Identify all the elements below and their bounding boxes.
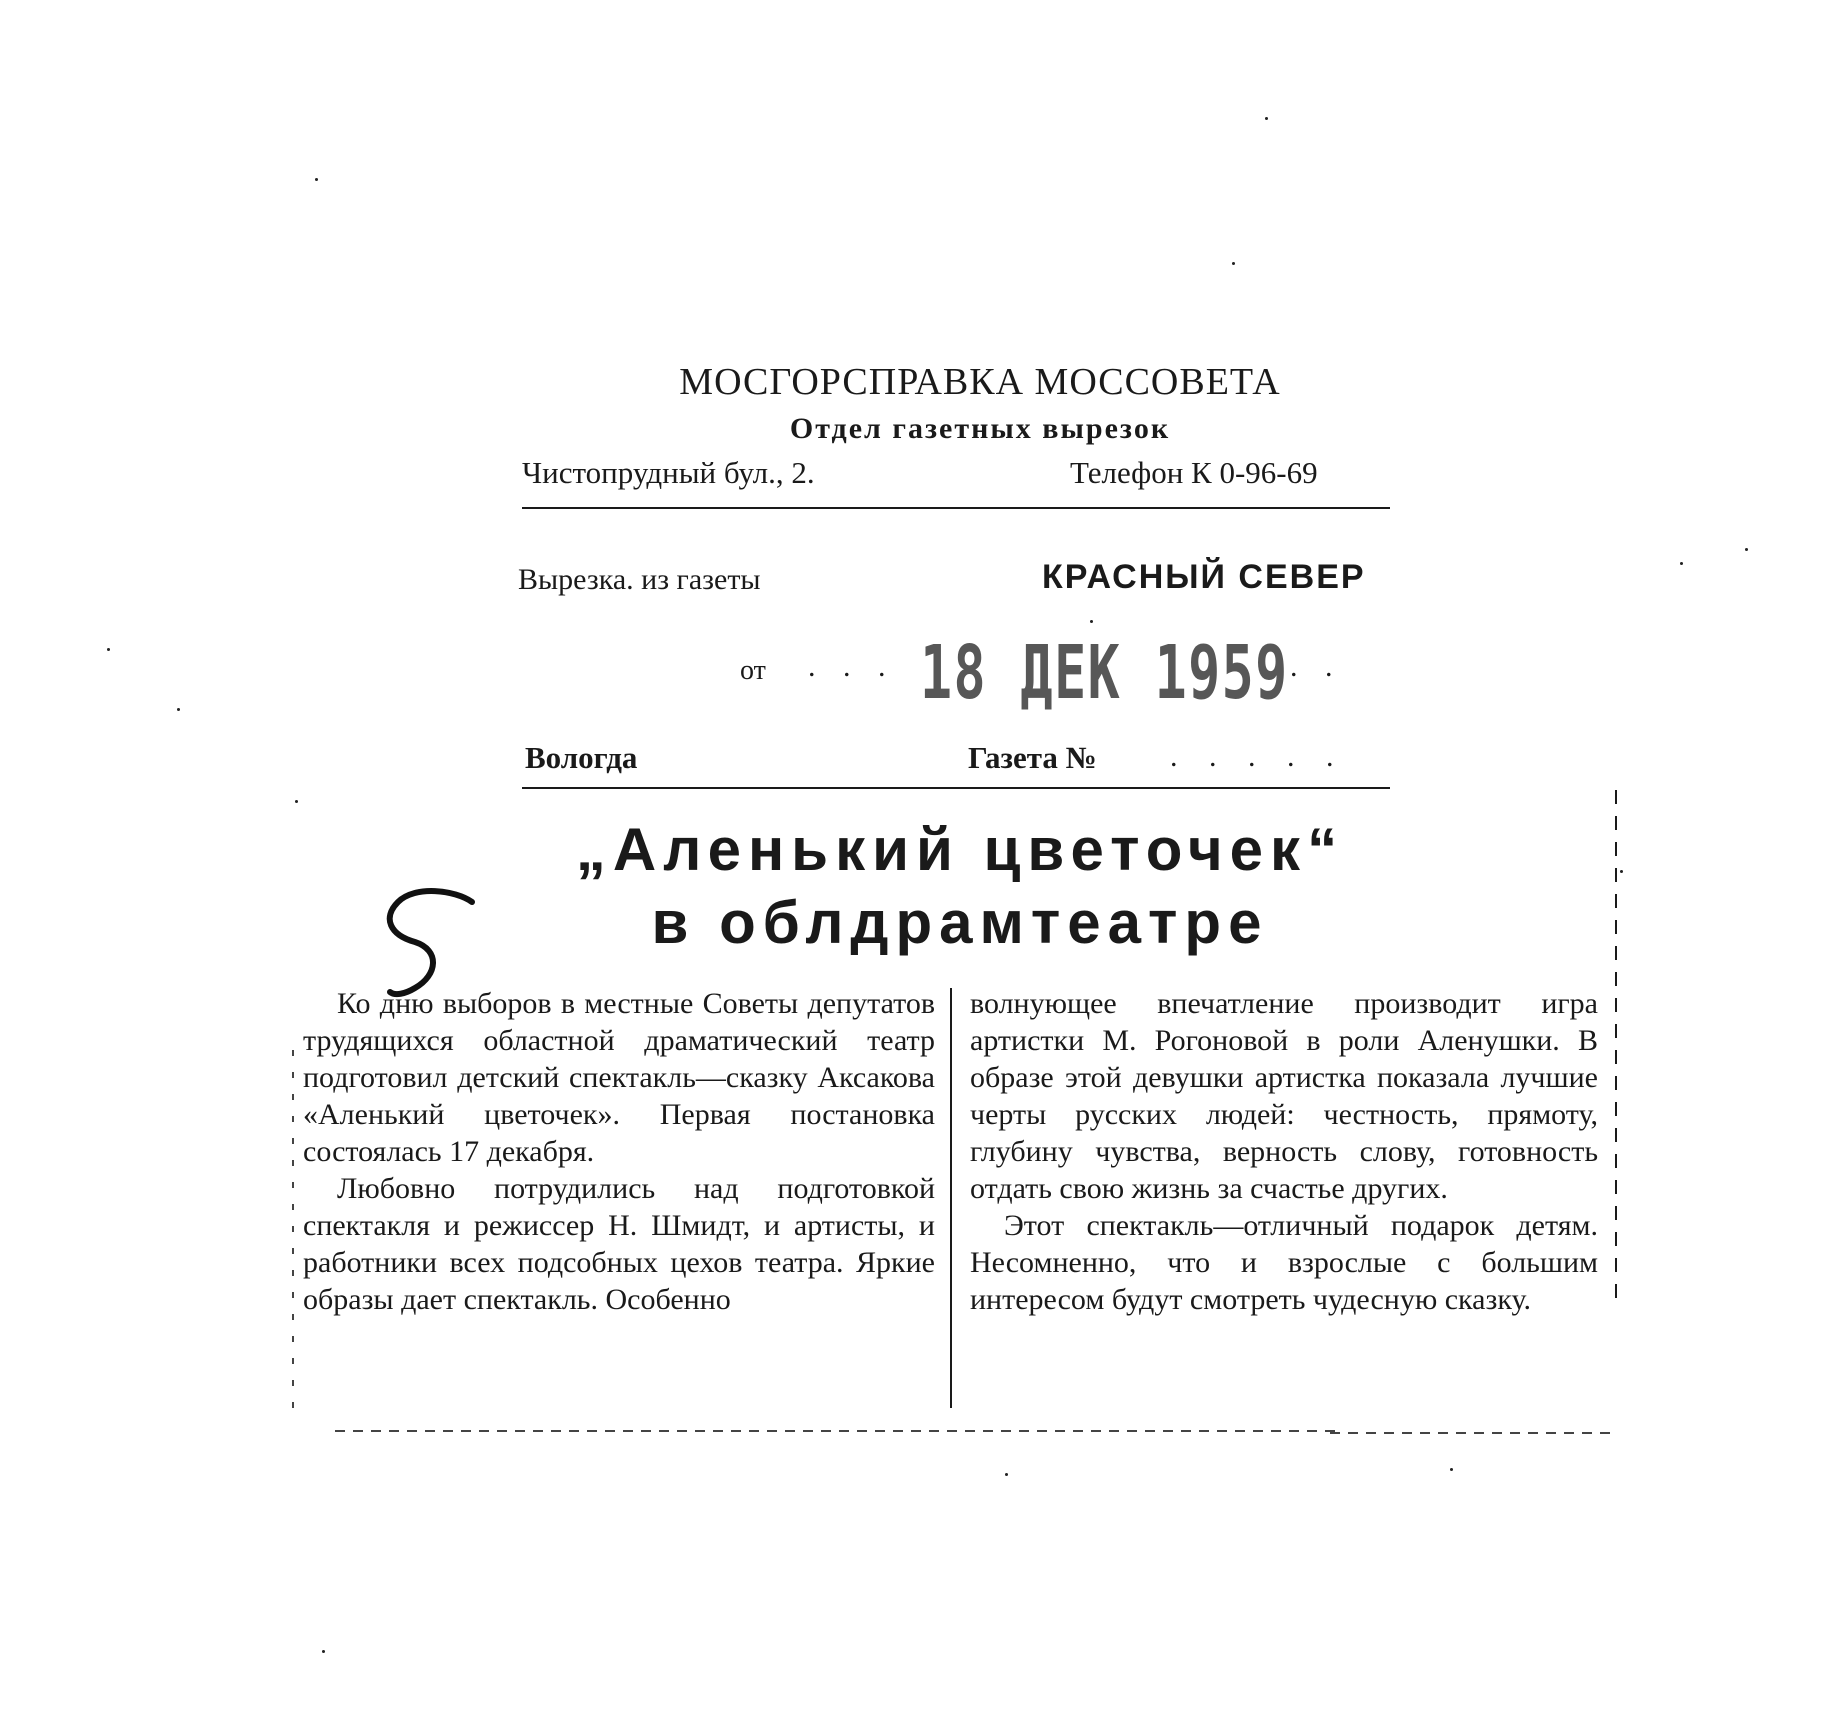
city-name: Вологда bbox=[525, 740, 638, 775]
clipping-cut-edge bbox=[335, 1430, 1335, 1432]
clipping-cut-edge bbox=[292, 1050, 294, 1410]
info-rule bbox=[522, 787, 1390, 789]
clipping-label: Вырезка. из газеты bbox=[518, 563, 761, 596]
issue-number-label: Газета № bbox=[968, 740, 1097, 775]
agency-name: МОСГОРСПРАВКА МОССОВЕТА bbox=[679, 361, 1281, 403]
article-paragraph: волнующее впечатление производит игра артистки М. Рогоновой в роли Аленушки. В образе этой девушки артистка показала лучшие черты русских людей: честность, прямоту, глубину чувства, верность слову, готовность отдать свою жизнь за счастье других. bbox=[970, 987, 1598, 1205]
article-title-line1: „Аленький цветочек“ bbox=[575, 816, 1345, 883]
clipping-cut-edge bbox=[1615, 790, 1617, 1310]
header-rule bbox=[522, 507, 1390, 509]
scan-speck bbox=[1232, 262, 1235, 265]
scan-speck bbox=[1620, 870, 1623, 873]
date-stamp: 18 ДЕК 1959 bbox=[920, 630, 1289, 716]
article-title-line2: в облдрамтеатре bbox=[651, 889, 1269, 956]
scan-speck bbox=[177, 708, 180, 711]
scan-speck bbox=[1680, 562, 1683, 565]
newspaper-name: КРАСНЫЙ СЕВЕР bbox=[1042, 558, 1366, 596]
date-dots-right: . . bbox=[1290, 650, 1343, 683]
scan-speck bbox=[322, 1650, 325, 1653]
scan-speck bbox=[1450, 1468, 1453, 1471]
scan-speck bbox=[1090, 620, 1093, 623]
scan-speck bbox=[1745, 548, 1748, 551]
date-dots-left: . . . bbox=[808, 650, 896, 683]
column-divider bbox=[950, 988, 952, 1408]
article-paragraph: Ко дню выборов в местные Советы депутатов трудящихся областной драматический театр подготовил детский спектакль—сказку Аксакова «Аленький цветочек». Первая постановка состоялась 17 декабря. bbox=[303, 987, 935, 1168]
article-column-left bbox=[303, 985, 935, 1318]
scan-speck bbox=[1265, 117, 1268, 120]
agency-phone: Телефон К 0-96-69 bbox=[1070, 455, 1318, 490]
scan-speck bbox=[107, 648, 110, 651]
article-paragraph: Любовно потрудились над подготовкой спектакля и режиссер Н. Шмидт, и артисты, и работники всех подсобных цехов театра. Яркие образы дает спектакль. Особенно bbox=[303, 1172, 935, 1316]
issue-dots: . . . . . bbox=[1170, 740, 1346, 773]
article-paragraph: Этот спектакль—отличный подарок детям. Несомненно, что и взрослые с большим интересом будут смотреть чудесную сказку. bbox=[970, 1209, 1598, 1316]
clipping-cut-edge bbox=[1330, 1432, 1615, 1434]
department-name: Отдел газетных вырезок bbox=[789, 412, 1171, 445]
article-column-right bbox=[970, 985, 1598, 1318]
date-label: от bbox=[740, 655, 766, 686]
scan-speck bbox=[1005, 1473, 1008, 1476]
scan-speck bbox=[315, 178, 318, 181]
scan-speck bbox=[295, 800, 298, 803]
agency-address: Чистопрудный бул., 2. bbox=[522, 455, 815, 490]
